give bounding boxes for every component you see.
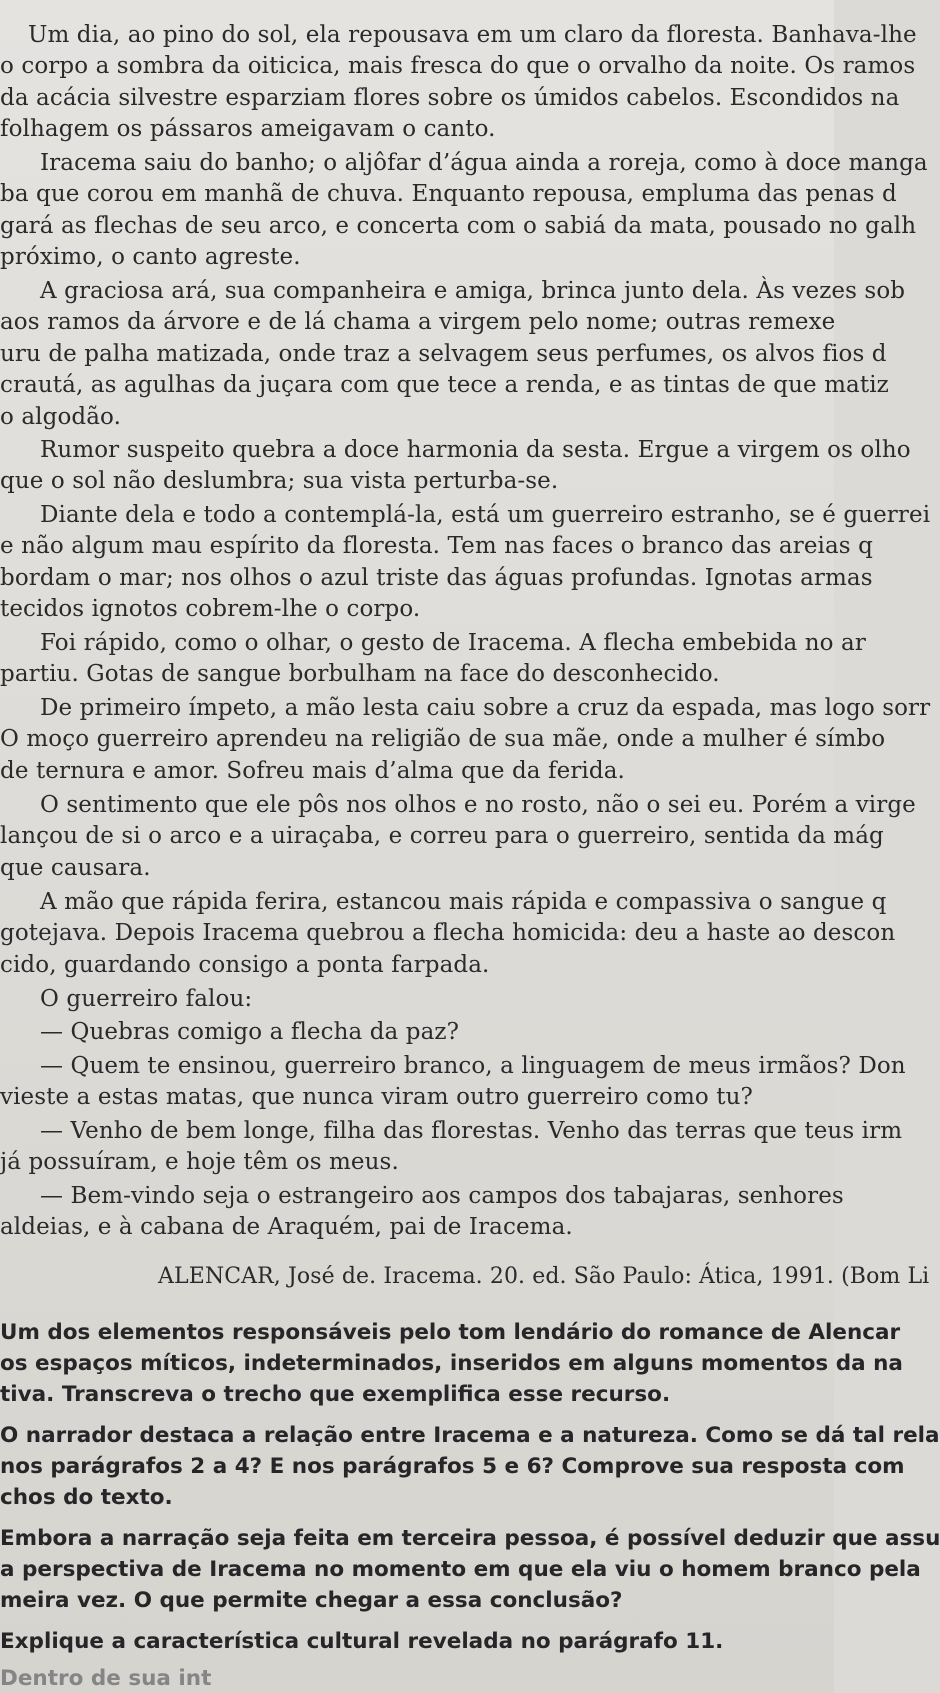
text-line: aldeias, e à cabana de Araquém, pai de Iracema.	[0, 1214, 573, 1240]
text-line: Diante dela e todo a contemplá-la, está um guerreiro estranho, se é guerrei	[40, 502, 931, 528]
bibliographic-reference: ALENCAR, José de. Iracema. 20. ed. São Paulo: Ática, 1991. (Bom Li	[158, 1264, 930, 1289]
text-line: O sentimento que ele pôs nos olhos e no rosto, não o sei eu. Porém a virge	[40, 792, 916, 818]
text-line: ba que corou em manhã de chuva. Enquanto repousa, empluma das penas d	[0, 181, 897, 207]
question-line: O narrador destaca a relação entre Iracema e a natureza. Como se dá tal rela	[0, 1423, 940, 1448]
text-line: Rumor suspeito quebra a doce harmonia da sesta. Ergue a virgem os olho	[40, 437, 911, 463]
text-line: A mão que rápida ferira, estancou mais rápida e compassiva o sangue q	[40, 889, 887, 915]
question-line: Um dos elementos responsáveis pelo tom lendário do romance de Alencar	[0, 1320, 901, 1345]
question-line: Explique a característica cultural revelada no parágrafo 11.	[0, 1629, 724, 1654]
question-line: tiva. Transcreva o trecho que exemplifica esse recurso.	[0, 1382, 671, 1407]
text-line: A graciosa ará, sua companheira e amiga, brinca junto dela. Às vezes sob	[40, 278, 906, 304]
text-line: O guerreiro falou:	[40, 986, 253, 1012]
text-line: Iracema saiu do banho; o aljôfar d’água ainda a roreja, como à doce manga	[40, 150, 928, 176]
text-line: tecidos ignotos cobrem-lhe o corpo.	[0, 596, 421, 622]
text-line: vieste a estas matas, que nunca viram outro guerreiro como tu?	[0, 1084, 753, 1110]
text-line: — Bem-vindo seja o estrangeiro aos campos dos tabajaras, senhores	[40, 1183, 844, 1209]
text-line: uru de palha matizada, onde traz a selvagem seus perfumes, os alvos fios d	[0, 341, 887, 367]
text-line: cido, guardando consigo a ponta farpada.	[0, 952, 490, 978]
text-line: já possuíram, e hoje têm os meus.	[0, 1149, 399, 1175]
text-line: lançou de si o arco e a uiraçaba, e correu para o guerreiro, sentida da mág	[0, 823, 884, 849]
question-line: Dentro de sua int	[0, 1666, 212, 1691]
question-line: Embora a narração seja feita em terceira pessoa, é possível deduzir que assu	[0, 1526, 940, 1551]
question-line: a perspectiva de Iracema no momento em que ela viu o homem branco pela	[0, 1557, 921, 1582]
text-line: bordam o mar; nos olhos o azul triste das águas profundas. Ignotas armas	[0, 565, 873, 591]
text-line: gotejava. Depois Iracema quebrou a flecha homicida: deu a haste ao descon	[0, 920, 896, 946]
text-line: — Quebras comigo a flecha da paz?	[40, 1019, 460, 1045]
text-line: o algodão.	[0, 404, 121, 430]
question-line: nos parágrafos 2 a 4? E nos parágrafos 5 e 6? Comprove sua resposta com	[0, 1454, 905, 1479]
text-line: que causara.	[0, 855, 151, 881]
text-line: gará as flechas de seu arco, e concerta com o sabiá da mata, pousado no galh	[0, 213, 917, 239]
text-line: o corpo a sombra da oiticica, mais fresca do que o orvalho da noite. Os ramos	[0, 53, 916, 79]
question-line: meira vez. O que permite chegar a essa conclusão?	[0, 1588, 623, 1613]
question-line: os espaços míticos, indeterminados, inseridos em alguns momentos da na	[0, 1351, 903, 1376]
text-line: folhagem os pássaros ameigavam o canto.	[0, 116, 496, 142]
text-line: O moço guerreiro aprendeu na religião de sua mãe, onde a mulher é símbo	[0, 726, 886, 752]
text-line: — Venho de bem longe, filha das florestas. Venho das terras que teus irm	[40, 1118, 903, 1144]
text-line: Foi rápido, como o olhar, o gesto de Iracema. A flecha embebida no ar	[40, 630, 866, 656]
text-line: crautá, as agulhas da juçara com que tece a renda, e as tintas de que matiz	[0, 372, 889, 398]
text-line: e não algum mau espírito da floresta. Tem nas faces o branco das areias q	[0, 533, 873, 559]
text-line: partiu. Gotas de sangue borbulham na face do desconhecido.	[0, 661, 720, 687]
text-line: aos ramos da árvore e de lá chama a virgem pelo nome; outras remexe	[0, 309, 836, 335]
text-line: — Quem te ensinou, guerreiro branco, a linguagem de meus irmãos? Don	[40, 1053, 906, 1079]
text-line: De primeiro ímpeto, a mão lesta caiu sobre a cruz da espada, mas logo sorr	[40, 695, 931, 721]
question-line: chos do texto.	[0, 1485, 173, 1510]
text-line: próximo, o canto agreste.	[0, 244, 301, 270]
text-line: da acácia silvestre esparziam flores sobre os úmidos cabelos. Escondidos na	[0, 85, 900, 111]
text-line: que o sol não deslumbra; sua vista perturba-se.	[0, 468, 559, 494]
text-line: de ternura e amor. Sofreu mais d’alma que da ferida.	[0, 758, 625, 784]
text-line: Um dia, ao pino do sol, ela repousava em um claro da floresta. Banhava-lhe	[28, 22, 917, 48]
